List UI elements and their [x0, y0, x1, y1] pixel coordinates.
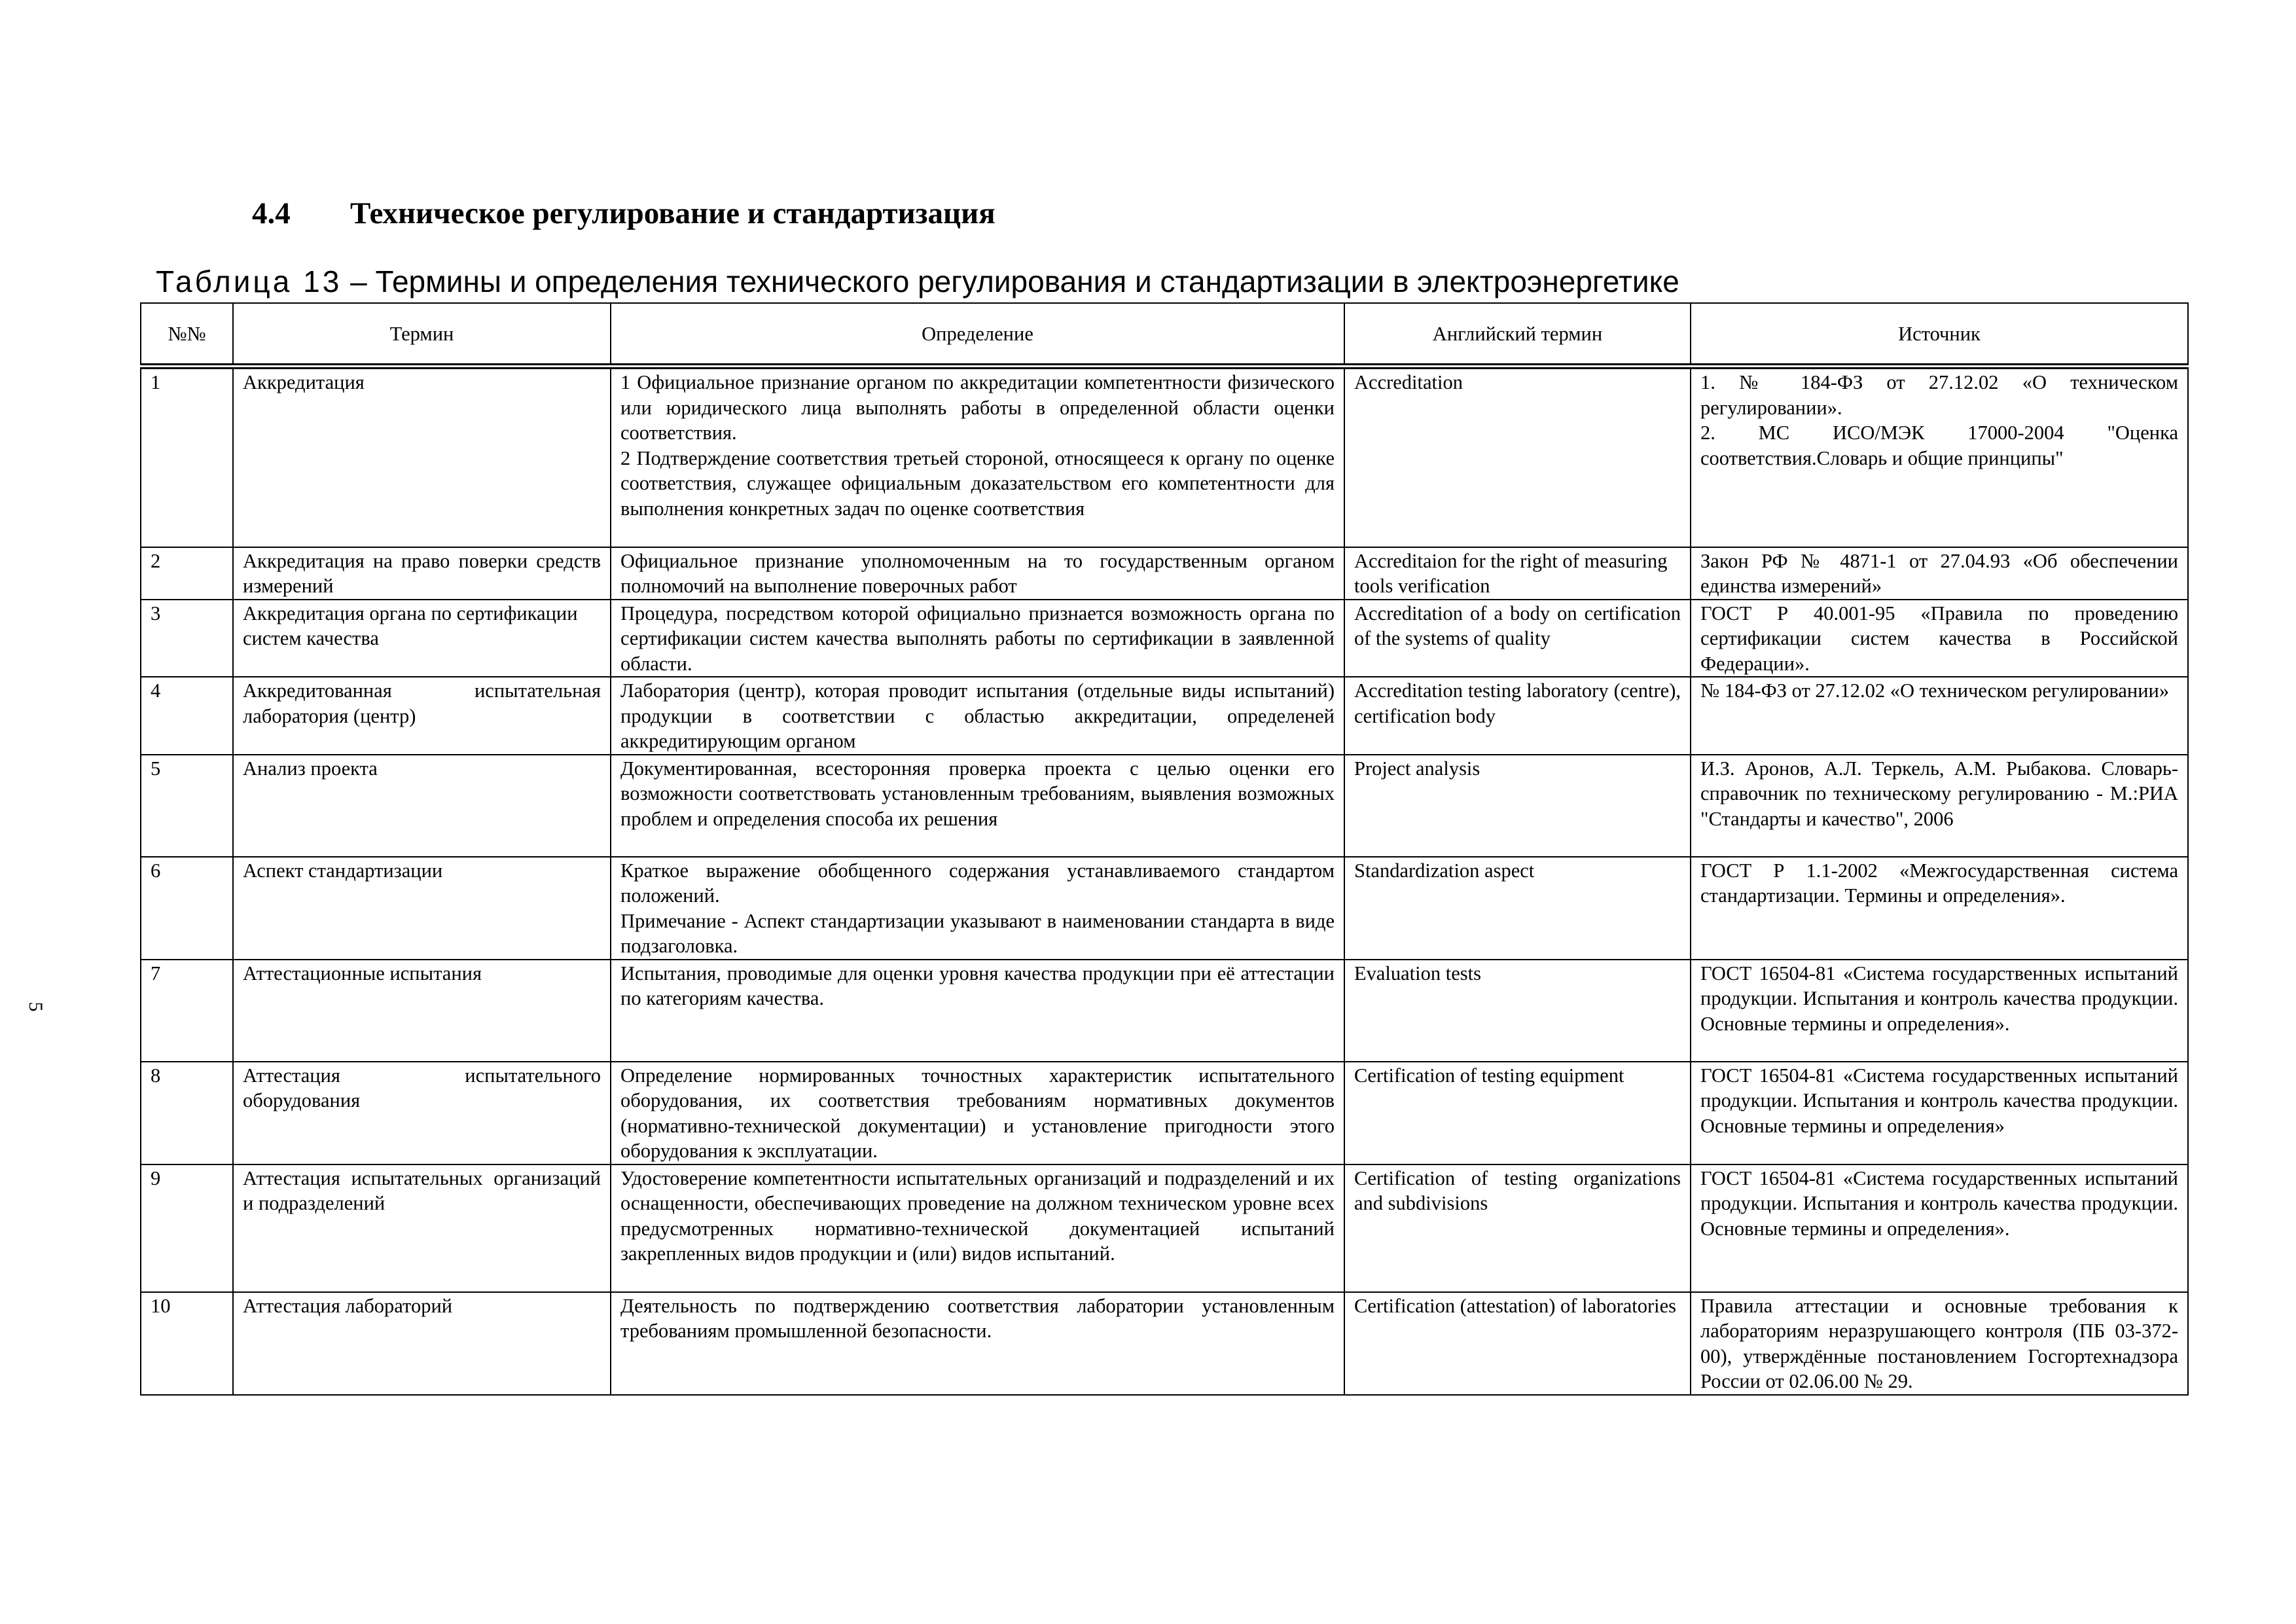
row-source: ГОСТ Р 1.1-2002 «Межгосударственная система стандартизации. Термины и определения».	[1691, 857, 2188, 960]
row-number: 7	[141, 960, 233, 1062]
table-caption-text: – Термины и определения технического регулирования и стандартизации в электроэнергетике	[350, 264, 1679, 298]
header-definition: Определение	[611, 303, 1344, 367]
row-term: Аккредитация	[233, 367, 611, 547]
table-row	[141, 367, 2188, 547]
row-definition-part: Примечание - Аспект стандартизации указывают в наименовании стандарта в виде подзаголовка.	[620, 909, 1335, 957]
row-number: 1	[141, 367, 233, 547]
row-number: 6	[141, 857, 233, 960]
table-row	[141, 1292, 2188, 1395]
row-term: Анализ проекта	[233, 755, 611, 857]
row-definition: Деятельность по подтверждению соответствия лаборатории установленным требованиям промышленной безопасности.	[611, 1292, 1344, 1395]
row-term: Аттестационные испытания	[233, 960, 611, 1062]
row-english-term: Standardization aspect	[1344, 857, 1691, 960]
row-source-part: 1. № 184-ФЗ от 27.12.02 «О техническом регулировании».	[1700, 371, 2178, 419]
row-number: 4	[141, 677, 233, 755]
row-term: Аспект стандартизации	[233, 857, 611, 960]
header-source: Источник	[1691, 303, 2188, 367]
row-term: Аттестация лабораторий	[233, 1292, 611, 1395]
row-definition: Официальное признание уполномоченным на то государственным органом полномочий на выполнение поверочных работ	[611, 547, 1344, 600]
row-number: 9	[141, 1164, 233, 1292]
row-term: Аккредитация органа по сертификации систем качества	[233, 600, 611, 677]
row-definition: Определение нормированных точностных характеристик испытательного оборудования, их соответствия требованиям нормативных документов (нормативно-технической документации) и установление пригодности этого оборудования к эксплуатации.	[611, 1062, 1344, 1164]
row-english-term: Evaluation tests	[1344, 960, 1691, 1062]
row-number: 5	[141, 755, 233, 857]
row-english-term: Accreditation testing laboratory (centre), certification body	[1344, 677, 1691, 755]
table-caption-label: Таблица 13	[156, 264, 342, 298]
row-source: ГОСТ 16504-81 «Система государственных испытаний продукции. Испытания и контроль качества продукции. Основные термины и определения».	[1691, 960, 2188, 1062]
row-term: Аттестация испытательного оборудования	[233, 1062, 611, 1164]
row-definition: Удостоверение компетентности испытательных организаций и подразделений и их оснащенности, обеспечивающих проведение на должном техническом уровне всех предусмотренных нормативно-технической документацией испытаний закрепленных видов продукции и (или) видов испытаний.	[611, 1164, 1344, 1292]
row-source: Закон РФ № 4871-1 от 27.04.93 «Об обеспечении единства измерений»	[1691, 547, 2188, 600]
table-header-row	[141, 303, 2188, 367]
header-english-term: Английский термин	[1344, 303, 1691, 367]
row-source: ГОСТ 16504-81 «Система государственных испытаний продукции. Испытания и контроль качества продукции. Основные термины и определения».	[1691, 1164, 2188, 1292]
terms-table	[140, 302, 2189, 1396]
row-source: И.З. Аронов, А.Л. Теркель, А.М. Рыбакова. Словарь-справочник по техническому регулированию - М.:РИА "Стандарты и качество", 2006	[1691, 755, 2188, 857]
section-title: Техническое регулирование и стандартизация	[350, 196, 996, 230]
row-english-term: Accreditation	[1344, 367, 1691, 547]
row-term: Аттестация испытательных организаций и подразделений	[233, 1164, 611, 1292]
row-definition-part: 1 Официальное признание органом по аккредитации компетентности физического или юридического лица выполнять работы в определенной области оценки соответствия.	[620, 371, 1335, 444]
row-english-term: Project analysis	[1344, 755, 1691, 857]
page-number: 5	[25, 1001, 46, 1012]
row-english-term: Accreditation of a body on certification of the systems of quality	[1344, 600, 1691, 677]
row-number: 2	[141, 547, 233, 600]
row-number: 8	[141, 1062, 233, 1164]
table-caption	[156, 262, 1679, 301]
row-source-part: 2. МС ИСО/МЭК 17000-2004 "Оценка соответствия.Словарь и общие принципы"	[1700, 422, 2178, 469]
section-number: 4.4	[252, 196, 291, 230]
table-row	[141, 960, 2188, 1062]
header-number: №№	[141, 303, 233, 367]
table-row	[141, 1164, 2188, 1292]
row-english-term: Accreditaion for the right of measuring tools verification	[1344, 547, 1691, 600]
row-definition	[611, 367, 1344, 547]
row-source: № 184-ФЗ от 27.12.02 «О техническом регулировании»	[1691, 677, 2188, 755]
row-source: Правила аттестации и основные требования к лабораториям неразрушающего контроля (ПБ 03-372-00), утверждённые постановлением Госгортехнадзора России от 02.06.00 № 29.	[1691, 1292, 2188, 1395]
table-row	[141, 547, 2188, 600]
table-row	[141, 857, 2188, 960]
row-source: ГОСТ Р 40.001-95 «Правила по проведению сертификации систем качества в Российской Федерации».	[1691, 600, 2188, 677]
row-definition-part: 2 Подтверждение соответствия третьей стороной, относящееся к органу по оценке соответствия, служащее официальным доказательством его компетентности для выполнения конкретных задач по оценке соответствия	[620, 446, 1335, 520]
row-number: 10	[141, 1292, 233, 1395]
table-row	[141, 1062, 2188, 1164]
row-definition	[611, 857, 1344, 960]
row-definition: Документированная, всесторонняя проверка проекта с целью оценки его возможности соответствовать установленным требованиям, выявления возможных проблем и определения способа их решения	[611, 755, 1344, 857]
row-definition-part: Краткое выражение обобщенного содержания устанавливаемого стандартом положений.	[620, 859, 1335, 907]
table-row	[141, 600, 2188, 677]
row-definition: Процедура, посредством которой официально признается возможность органа по сертификации систем качества выполнять работы по сертификации в заявленной области.	[611, 600, 1344, 677]
row-source	[1691, 367, 2188, 547]
table-row	[141, 755, 2188, 857]
row-english-term: Certification of testing equipment	[1344, 1062, 1691, 1164]
row-number: 3	[141, 600, 233, 677]
row-term: Аккредитованная испытательная лаборатория (центр)	[233, 677, 611, 755]
row-term: Аккредитация на право поверки средств измерений	[233, 547, 611, 600]
table-row	[141, 677, 2188, 755]
row-source: ГОСТ 16504-81 «Система государственных испытаний продукции. Испытания и контроль качества продукции. Основные термины и определения»	[1691, 1062, 2188, 1164]
section-heading	[252, 194, 996, 233]
row-english-term: Certification (attestation) of laboratories	[1344, 1292, 1691, 1395]
row-definition: Лаборатория (центр), которая проводит испытания (отдельные виды испытаний) продукции в соответствии с областью аккредитации, определеней аккредитирующим органом	[611, 677, 1344, 755]
row-english-term: Certification of testing organizations and subdivisions	[1344, 1164, 1691, 1292]
header-term: Термин	[233, 303, 611, 367]
row-definition: Испытания, проводимые для оценки уровня качества продукции при её аттестации по категориям качества.	[611, 960, 1344, 1062]
